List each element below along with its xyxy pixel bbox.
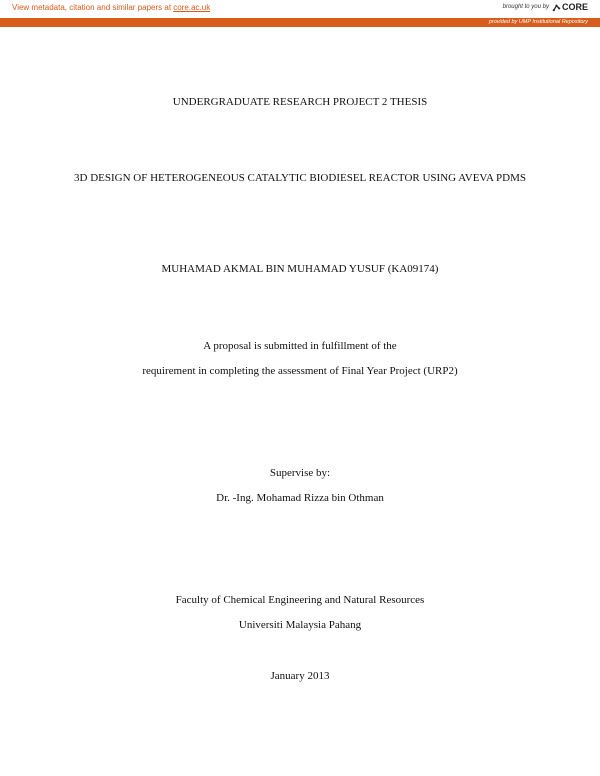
core-logo-icon — [552, 3, 561, 12]
supervisor-name: Dr. -Ing. Mohamad Rizza bin Othman — [216, 492, 384, 504]
proposal-line-1: A proposal is submitted in fulfillment of the — [203, 340, 397, 352]
core-logo-text: CORE — [561, 2, 588, 12]
supervise-label: Supervise by: — [269, 467, 331, 479]
core-metadata-label: View metadata, citation and similar papers at — [12, 3, 174, 12]
core-brought-by — [503, 2, 588, 12]
core-logo[interactable] — [552, 2, 588, 12]
repository-bar — [0, 18, 600, 27]
brought-by-label: brought to you by — [502, 4, 549, 10]
core-metadata-text — [12, 3, 210, 12]
thesis-heading: UNDERGRADUATE RESEARCH PROJECT 2 THESIS — [172, 96, 428, 108]
core-link[interactable]: core.ac.uk — [173, 3, 211, 12]
author-name: MUHAMAD AKMAL BIN MUHAMAD YUSUF (KA09174) — [161, 263, 439, 275]
thesis-title: 3D DESIGN OF HETEROGENEOUS CATALYTIC BIODIESEL REACTOR USING AVEVA PDMS — [74, 172, 526, 184]
submission-date: January 2013 — [270, 670, 330, 682]
repository-label[interactable]: provided by UMP Institutional Repository — [488, 19, 588, 25]
university-name: Universiti Malaysia Pahang — [238, 619, 362, 631]
core-banner — [0, 0, 600, 18]
faculty-name: Faculty of Chemical Engineering and Natural Resources — [175, 594, 425, 606]
proposal-line-2: requirement in completing the assessment of Final Year Project (URP2) — [142, 365, 458, 377]
